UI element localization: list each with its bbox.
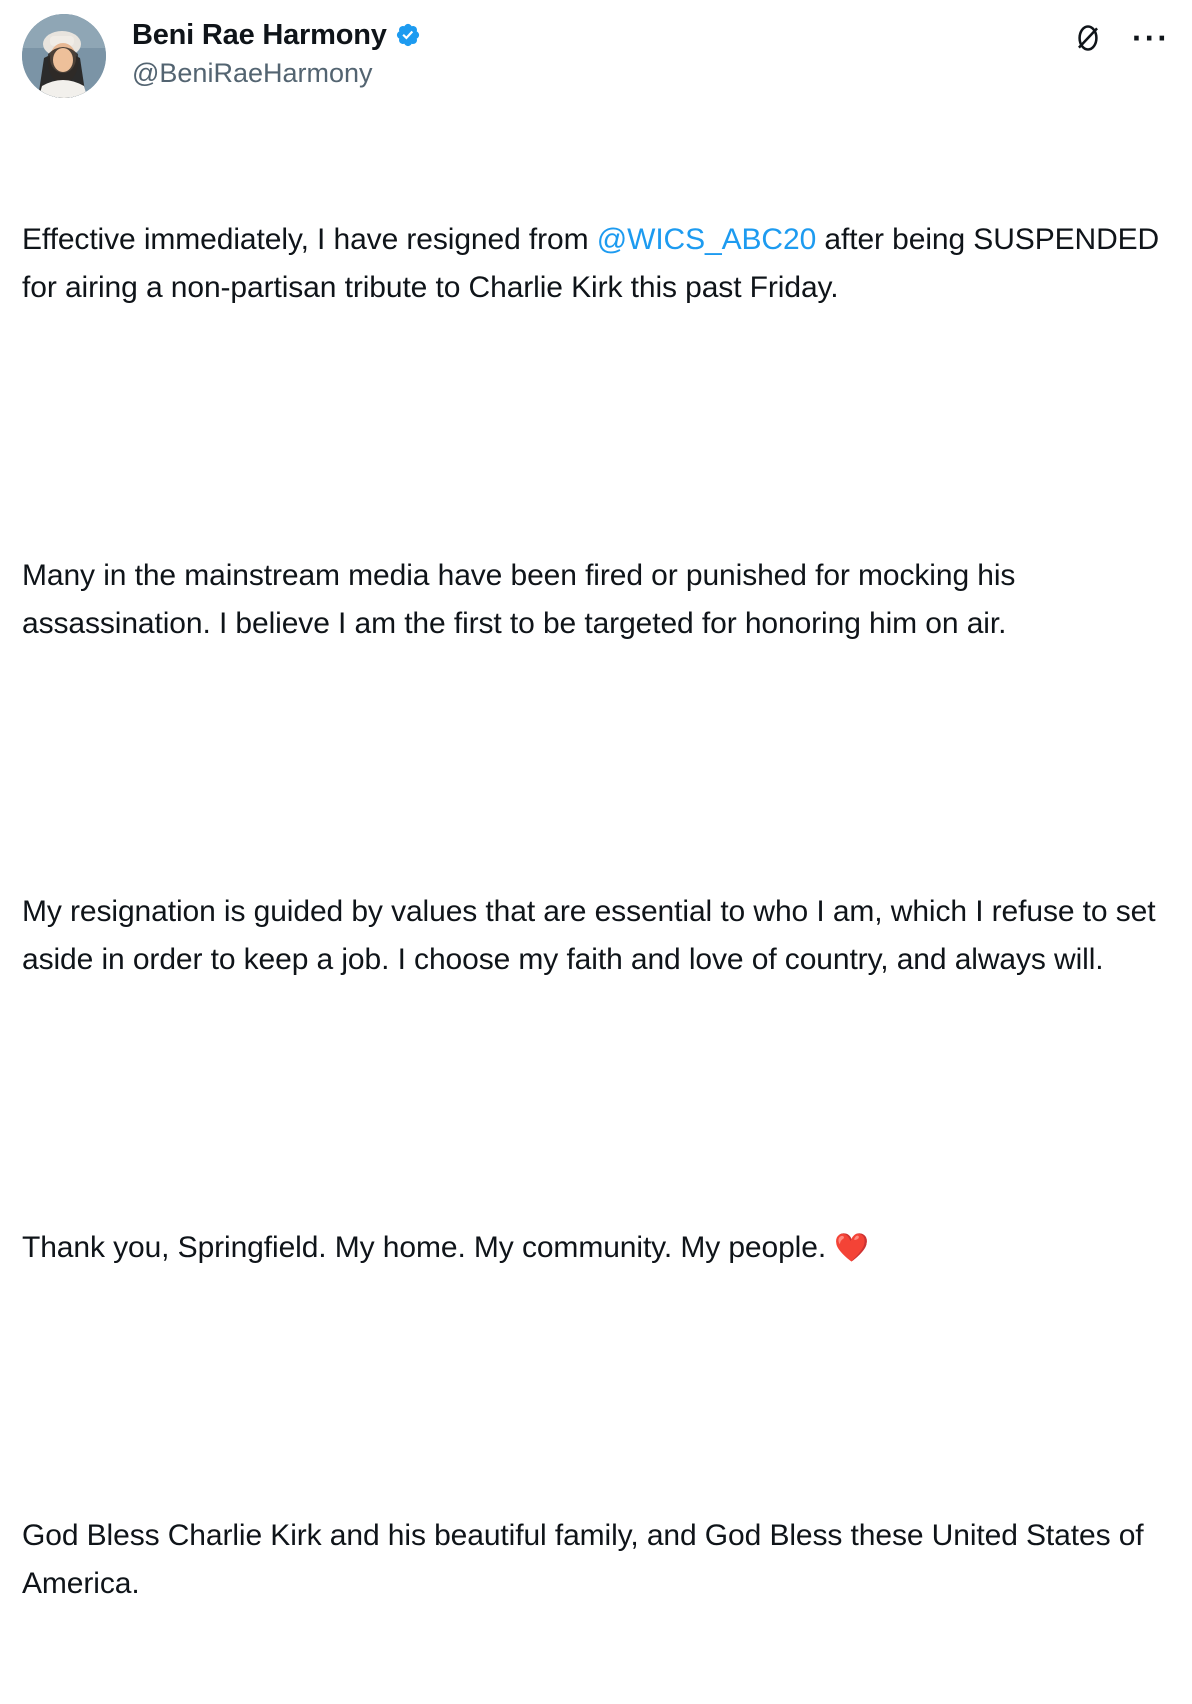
tweet-paragraph-5: God Bless Charlie Kirk and his beautiful family, and God Bless these United States of America. (22, 1519, 1151, 1600)
author-handle[interactable]: @BeniRaeHarmony (132, 58, 373, 88)
paragraph-spacer (22, 408, 1170, 456)
red-heart-emoji: ❤️ (834, 1232, 870, 1263)
tweet-text (22, 120, 1170, 1704)
avatar[interactable] (22, 14, 106, 98)
paragraph-spacer (22, 1080, 1170, 1128)
tweet-paragraph-4 (22, 1224, 1170, 1272)
tweet-p4-text: Thank you, Springfield. My home. My community. My people. (22, 1231, 835, 1264)
tweet-paragraph-3: My resignation is guided by values that are essential to who I am, which I refuse to set aside in order to keep a job. I choose my faith and love of country, and always will. (22, 895, 1164, 976)
header-actions (1072, 22, 1170, 54)
tweet-p1-lead: Effective immediately, I have resigned from (22, 223, 597, 256)
display-name[interactable]: Beni Rae Harmony (132, 19, 387, 51)
author-identity (132, 14, 421, 90)
verified-badge-icon (395, 22, 421, 48)
paragraph-spacer (22, 1368, 1170, 1416)
name-row (132, 18, 421, 52)
grok-icon[interactable] (1072, 22, 1104, 54)
tweet-header (22, 14, 1170, 106)
tweet-paragraph-1 (22, 216, 1170, 312)
mention-link-wics-abc20[interactable]: @WICS_ABC20 (596, 223, 817, 256)
more-options-icon[interactable]: ··· (1132, 20, 1170, 56)
tweet-paragraph-2: Many in the mainstream media have been fired or punished for mocking his assassination. I believe I am the first to be targeted for honoring him on air. (22, 559, 1024, 640)
paragraph-spacer (22, 744, 1170, 792)
tweet-p1-tail: after being SUSPENDED for airing a non-partisan tribute to Charlie Kirk this past Friday. (22, 223, 1168, 304)
